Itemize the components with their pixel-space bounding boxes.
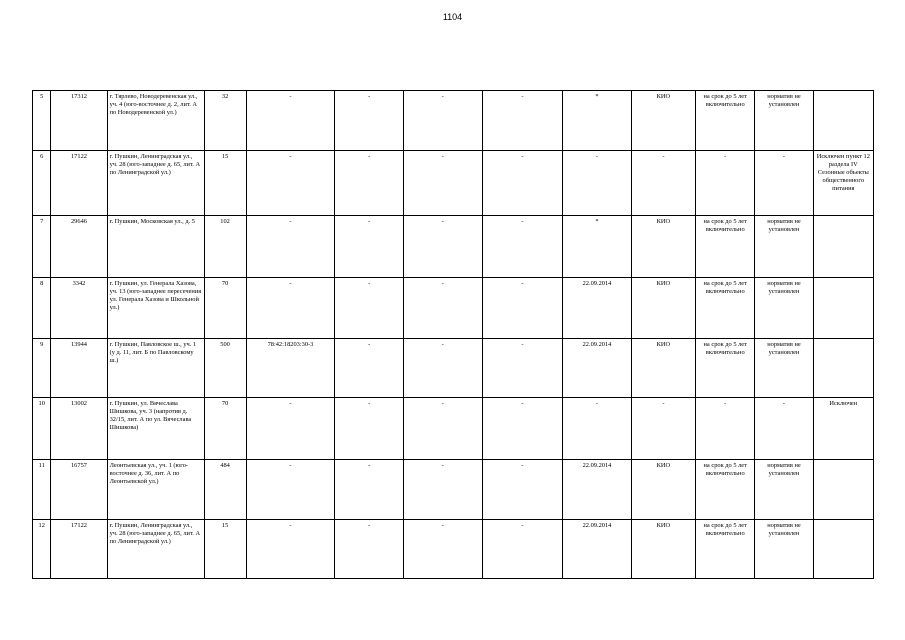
- term: на срок до 5 лет включительно: [696, 339, 755, 398]
- term: на срок до 5 лет включительно: [696, 216, 755, 278]
- norm: норматив не установлен: [755, 339, 813, 398]
- table-row: [33, 91, 874, 151]
- address: г. Пушкин, Ленинградская ул., уч. 28 (юго-западнее д. 65, лит. А по Ленинградской ул.): [107, 151, 204, 216]
- norm: -: [755, 151, 813, 216]
- column-7: -: [403, 91, 482, 151]
- cadastral-number: -: [246, 216, 335, 278]
- norm: норматив не установлен: [755, 460, 813, 520]
- organization: -: [631, 398, 695, 460]
- table-row: [33, 278, 874, 339]
- column-6: -: [335, 520, 403, 579]
- term: -: [696, 151, 755, 216]
- address: г. Пушкин, Павловское ш., уч. 1 (у д. 11, лит. Б по Павловскому ш.): [107, 339, 204, 398]
- organization: -: [631, 151, 695, 216]
- date: -: [563, 398, 631, 460]
- table-row: [33, 216, 874, 278]
- row-number: 9: [33, 339, 51, 398]
- organization: КИО: [631, 339, 695, 398]
- address: г. Тярлево, Новодеревенская ул., уч. 4 (юго-восточнее д. 2, лит. А по Новодеревенской ул.): [107, 91, 204, 151]
- area: 15: [204, 520, 246, 579]
- area: 70: [204, 398, 246, 460]
- organization: КИО: [631, 91, 695, 151]
- column-8: -: [482, 151, 563, 216]
- object-id: 13002: [51, 398, 107, 460]
- area: 70: [204, 278, 246, 339]
- column-6: -: [335, 460, 403, 520]
- cadastral-number: -: [246, 151, 335, 216]
- term: на срок до 5 лет включительно: [696, 91, 755, 151]
- column-6: -: [335, 339, 403, 398]
- column-8: -: [482, 91, 563, 151]
- column-6: -: [335, 278, 403, 339]
- row-number: 7: [33, 216, 51, 278]
- cadastral-number: -: [246, 91, 335, 151]
- object-id: 29646: [51, 216, 107, 278]
- column-8: -: [482, 216, 563, 278]
- norm: норматив не установлен: [755, 91, 813, 151]
- column-7: -: [403, 278, 482, 339]
- note: Исключен пункт 12 раздела IV Сезонные объекты общественного питания: [813, 151, 873, 216]
- area: 500: [204, 339, 246, 398]
- row-number: 6: [33, 151, 51, 216]
- column-8: -: [482, 339, 563, 398]
- table-row: [33, 460, 874, 520]
- cadastral-number: -: [246, 520, 335, 579]
- table-row: [33, 520, 874, 579]
- organization: КИО: [631, 216, 695, 278]
- table-row: [33, 398, 874, 460]
- page-number: 1104: [442, 12, 463, 22]
- row-number: 5: [33, 91, 51, 151]
- note: Исключен: [813, 398, 873, 460]
- address: Леонтьевская ул., уч. 1 (юго-восточнее д. 36, лит. А по Леонтьевской ул.): [107, 460, 204, 520]
- row-number: 10: [33, 398, 51, 460]
- term: на срок до 5 лет включительно: [696, 460, 755, 520]
- term: -: [696, 398, 755, 460]
- organization: КИО: [631, 460, 695, 520]
- address: г. Пушкин, ул. Генерала Хазова, уч. 13 (юго-западнее пересечения ул. Генерала Хазова и Школьной ул.): [107, 278, 204, 339]
- area: 102: [204, 216, 246, 278]
- object-id: 17312: [51, 91, 107, 151]
- date: 22.09.2014: [563, 339, 631, 398]
- date: 22.09.2014: [563, 460, 631, 520]
- date: *: [563, 216, 631, 278]
- object-id: 16757: [51, 460, 107, 520]
- column-7: -: [403, 339, 482, 398]
- table-row: [33, 339, 874, 398]
- row-number: 12: [33, 520, 51, 579]
- address: г. Пушкин, ул. Вячеслава Шишкова, уч. 3 (напротив д. 32/15, лит. А по ул. Вячеслава Шишкова): [107, 398, 204, 460]
- norm: норматив не установлен: [755, 216, 813, 278]
- area: 15: [204, 151, 246, 216]
- row-number: 8: [33, 278, 51, 339]
- organization: КИО: [631, 278, 695, 339]
- row-number: 11: [33, 460, 51, 520]
- registry-table: [32, 90, 874, 579]
- date: 22.09.2014: [563, 278, 631, 339]
- organization: КИО: [631, 520, 695, 579]
- note: [813, 520, 873, 579]
- column-7: -: [403, 520, 482, 579]
- note: [813, 91, 873, 151]
- column-6: -: [335, 91, 403, 151]
- cadastral-number: -: [246, 278, 335, 339]
- cadastral-number: -: [246, 460, 335, 520]
- address: г. Пушкин, Московская ул., д. 5: [107, 216, 204, 278]
- column-7: -: [403, 460, 482, 520]
- note: [813, 460, 873, 520]
- term: на срок до 5 лет включительно: [696, 278, 755, 339]
- cadastral-number: 78:42:18203:30-3: [246, 339, 335, 398]
- address: г. Пушкин, Ленинградская ул., уч. 28 (юго-западнее д. 65, лит. А по Ленинградской ул.): [107, 520, 204, 579]
- column-8: -: [482, 460, 563, 520]
- term: на срок до 5 лет включительно: [696, 520, 755, 579]
- note: [813, 339, 873, 398]
- norm: норматив не установлен: [755, 520, 813, 579]
- norm: норматив не установлен: [755, 278, 813, 339]
- area: 32: [204, 91, 246, 151]
- area: 484: [204, 460, 246, 520]
- date: *: [563, 91, 631, 151]
- column-6: -: [335, 398, 403, 460]
- column-7: -: [403, 151, 482, 216]
- object-id: 3342: [51, 278, 107, 339]
- note: [813, 278, 873, 339]
- column-8: -: [482, 398, 563, 460]
- column-7: -: [403, 398, 482, 460]
- column-6: -: [335, 151, 403, 216]
- column-7: -: [403, 216, 482, 278]
- date: -: [563, 151, 631, 216]
- column-6: -: [335, 216, 403, 278]
- norm: -: [755, 398, 813, 460]
- column-8: -: [482, 278, 563, 339]
- note: [813, 216, 873, 278]
- date: 22.09.2014: [563, 520, 631, 579]
- object-id: 17122: [51, 520, 107, 579]
- column-8: -: [482, 520, 563, 579]
- cadastral-number: -: [246, 398, 335, 460]
- table-row: [33, 151, 874, 216]
- object-id: 13944: [51, 339, 107, 398]
- object-id: 17122: [51, 151, 107, 216]
